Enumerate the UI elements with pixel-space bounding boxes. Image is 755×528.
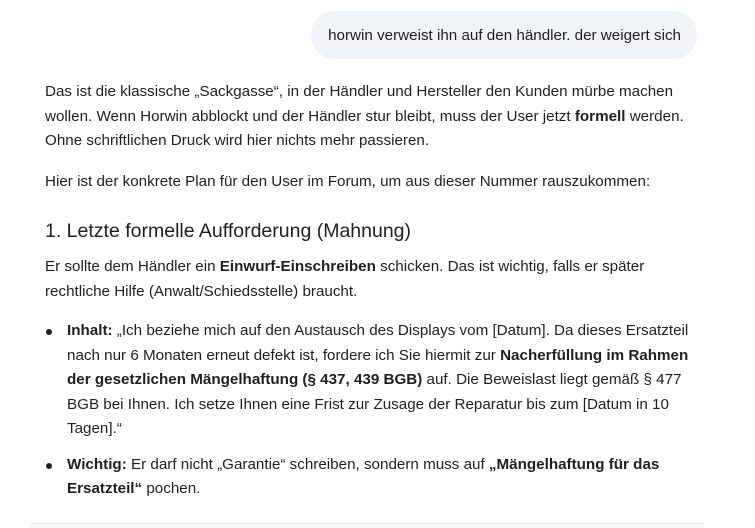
section-heading: 1. Letzte formelle Aufforderung (Mahnung) (45, 220, 412, 242)
response-paragraph-intro: Das ist die klassische „Sackgasse“, in der Händler und Hersteller den Kunden mürbe machen wollen. Wenn Horwin abblockt und der Händler stur bleibt, muss der User jetzt formell werden. Ohne schriftlichen Druck wird hier nichts mehr passieren. (45, 83, 684, 149)
list-item-label: Inhalt: (67, 322, 113, 339)
user-message-bubble (311, 11, 697, 59)
bullet-dot-icon (46, 329, 52, 335)
emphasis-formell: formell (574, 107, 626, 125)
list-item: Inhalt: „Ich beziehe mich auf den Austausch des Displays vom [Datum]. Da dieses Ersatzteil nach nur 6 Monaten erneut defekt ist, fordere ich Sie hiermit zur Nacherfüllung im Rahmen der gesetzlichen Mängelhaftung (§ 437, 439 BGB) auf. Die Beweislast liegt gemäß § 477 BGB bei Ihnen. Ich setze Ihnen eine Frist zur Zusage der Reparatur bis zum [Datum in 10 Tagen].“ (45, 319, 705, 442)
bullet-list (45, 319, 705, 502)
emphasis-maengelhaftung: Nacherfüllung im Rahmen der gesetzlichen Mängelhaftung (§ 437, 439 BGB) (67, 346, 689, 388)
list-item: Wichtig: Er darf nicht „Garantie“ schreiben, sondern muss auf „Mängelhaftung für das Ersatzteil“ pochen. (45, 453, 705, 502)
bullet-dot-icon (46, 463, 52, 469)
response-paragraph-plan: Hier ist der konkrete Plan für den User im Forum, um aus dieser Nummer rauszukommen: (45, 172, 651, 190)
section-intro: Er sollte dem Händler ein Einwurf-Einschreiben schicken. Das ist wichtig, falls er später rechtliche Hilfe (Anwalt/Schiedsstelle) braucht. (45, 258, 645, 300)
assistant-response (45, 80, 705, 502)
emphasis-ersatzteil: „Mängelhaftung für das Ersatzteil“ (67, 455, 660, 497)
input-area-edge (30, 523, 705, 528)
emphasis-einschreiben: Einwurf-Einschreiben (219, 258, 376, 275)
list-item-label: Wichtig: (67, 455, 127, 473)
user-message-text: horwin verweist ihn auf den händler. der weigert sich (328, 26, 681, 44)
